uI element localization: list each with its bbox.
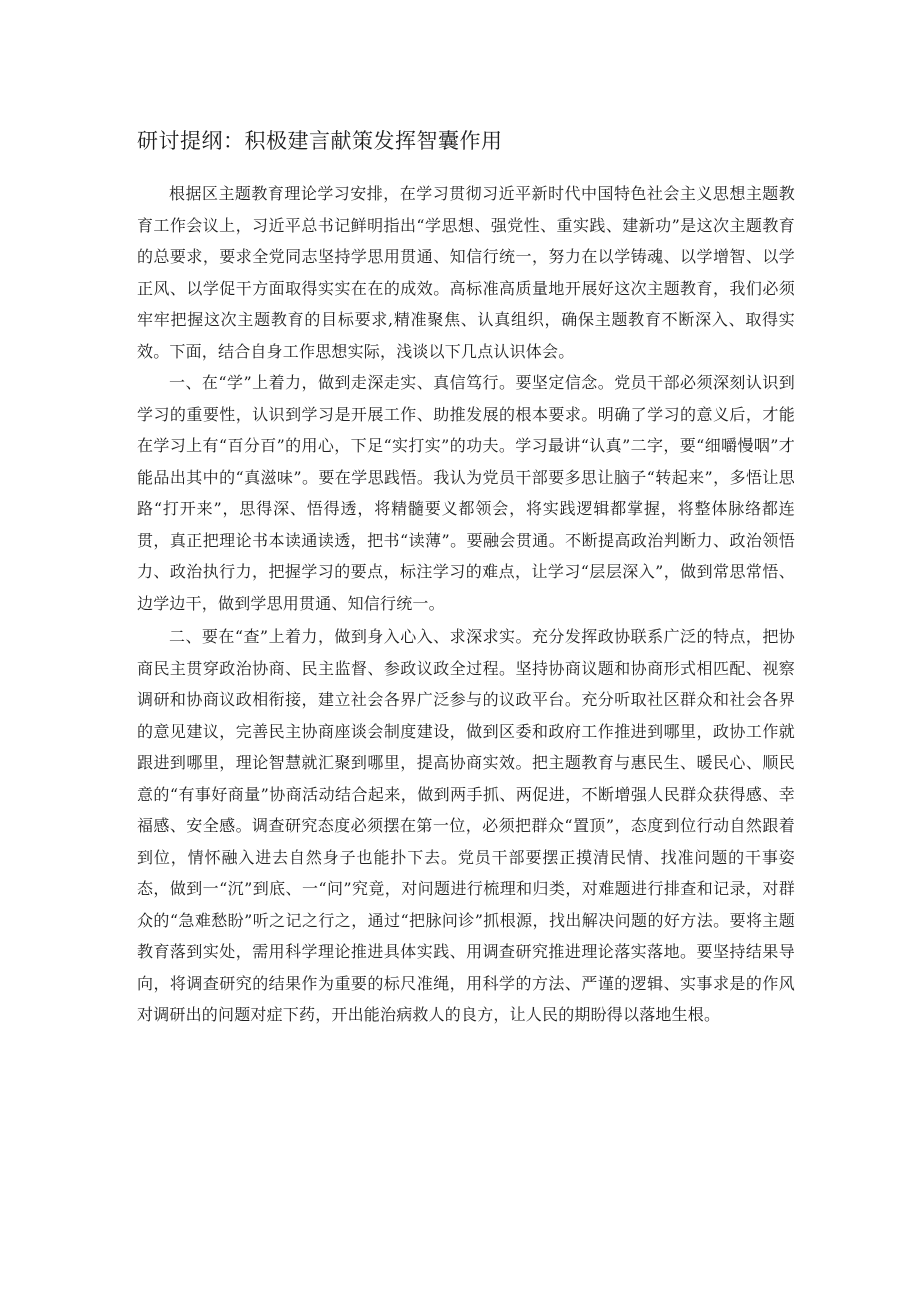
paragraph-section-1: 一、在“学”上着力，做到走深走实、真信笃行。要坚定信念。党员干部必须深刻认识到学习的重要性，认识到学习是开展工作、助推发展的根本要求。明确了学习的意义后，才能在学习上有“百分百”的用心，下足“实打实”的功夫。学习最讲“认真”二字，要“细嚼慢咽”才能品出其中的“真滋味”。要在学思践悟。我认为党员干部要多思让脑子“转起来”，多悟让思路“打开来”，思得深、悟得透，将精髓要义都领会，将实践逻辑都掌握，将整体脉络都连贯，真正把理论书本读通读透，把书“读薄”。要融会贯通。不断提高政治判断力、政治领悟力、政治执行力，把握学习的要点，标注学习的难点，让学习“层层深入”，做到常思常悟、边学边干，做到学思用贯通、知信行统一。	[137, 373, 795, 613]
paragraph-section-2: 二、要在“查”上着力，做到身入心入、求深求实。充分发挥政协联系广泛的特点，把协商民主贯穿政治协商、民主监督、参政议政全过程。坚持协商议题和协商形式相匹配、视察调研和协商议政相衔接，建立社会各界广泛参与的议政平台。充分听取社区群众和社会各界的意见建议，完善民主协商座谈会制度建设，做到区委和政府工作推进到哪里，政协工作就跟进到哪里，理论智慧就汇聚到哪里，提高协商实效。把主题教育与惠民生、暖民心、顺民意的“有事好商量”协商活动结合起来，做到两手抓、两促进，不断增强人民群众获得感、幸福感、安全感。调查研究态度必须摆在第一位，必须把群众“置顶”，态度到位行动自然跟着到位，情怀融入进去自然身子也能扑下去。党员干部要摆正摸清民情、找准问题的干事姿态，做到一“沉”到底、一“问”究竟，对问题进行梳理和归类，对难题进行排查和记录，对群众的“急难愁盼”听之记之行之，通过“把脉问诊”抓根源，找出解决问题的好方法。要将主题教育落到实处，需用科学理论推进具体实践、用调查研究推进理论落实落地。要坚持结果导向，将调查研究的结果作为重要的标尺准绳，用科学的方法、严谨的逻辑、实事求是的作风对调研出的问题对症下药，开出能治病救人的良方，让人民的期盼得以落地生根。	[137, 627, 795, 1024]
paragraph-intro: 根据区主题教育理论学习安排，在学习贯彻习近平新时代中国特色社会主义思想主题教育工作会议上，习近平总书记鲜明指出“学思想、强党性、重实践、建新功”是这次主题教育的总要求，要求全党同志坚持学思用贯通、知信行统一，努力在以学铸魂、以学增智、以学正风、以学促干方面取得实实在在的成效。高标准高质量地开展好这次主题教育，我们必须牢牢把握这次主题教育的目标要求,精准聚焦、认真组织，确保主题教育不断深入、取得实效。下面，结合自身工作思想实际，浅谈以下几点认识体会。	[137, 184, 795, 361]
document-body	[137, 178, 795, 1031]
document-title: 研讨提纲：积极建言献策发挥智囊作用	[137, 129, 503, 153]
